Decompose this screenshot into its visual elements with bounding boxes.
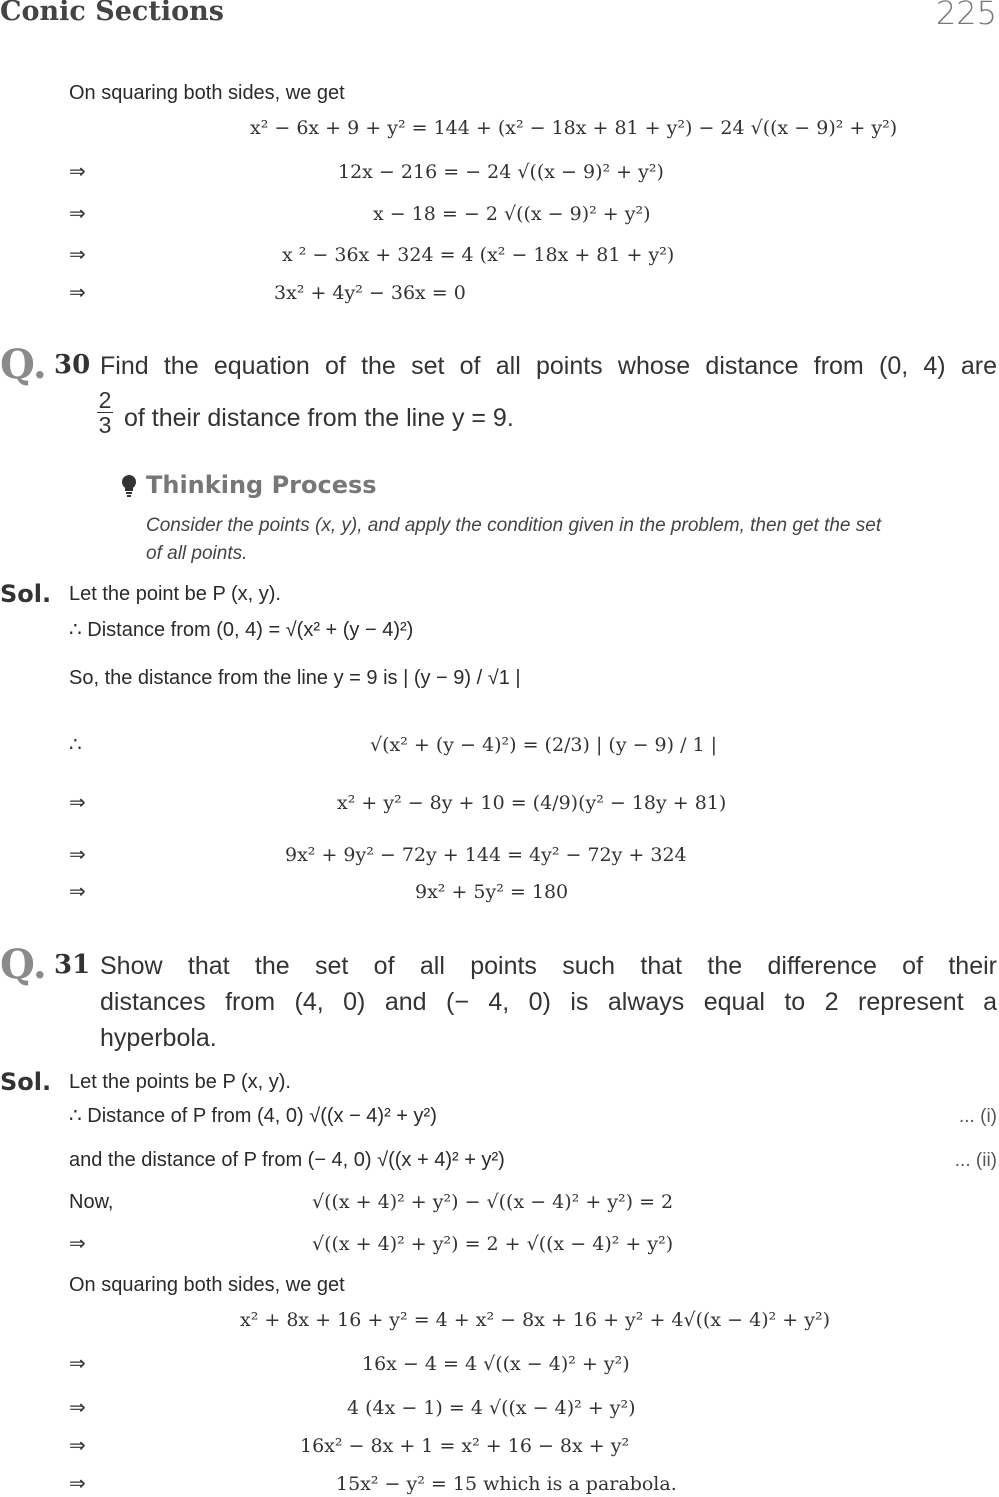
intro-text: On squaring both sides, we get [69, 1274, 345, 1296]
implies-symbol: ⇒ [69, 1397, 86, 1419]
solution-text: So, the distance from the line y = 9 is | (y − 9) / √1 | [69, 667, 521, 689]
equation: 9x² + 9y² − 72y + 144 = 4y² − 72y + 324 [285, 844, 687, 866]
question-text: Find the equation of the set of all points whose distance from (0, 4) are [100, 352, 997, 380]
question-text: of their distance from the line y = 9. [124, 404, 514, 432]
equation: x² − 6x + 9 + y² = 144 + (x² − 18x + 81 + y²) − 24 √((x − 9)² + y²) [250, 117, 898, 139]
implies-symbol: ⇒ [69, 1473, 86, 1495]
question-text: hyperbola. [100, 1024, 217, 1052]
question-text: distances from (4, 0) and (− 4, 0) is always equal to 2 represent a [100, 988, 997, 1016]
intro-text: On squaring both sides, we get [69, 82, 345, 104]
equation: √((x + 4)² + y²) − √((x − 4)² + y²) = 2 [312, 1191, 674, 1213]
solution-label: Sol. [0, 1068, 52, 1096]
now-label: Now, [69, 1191, 114, 1213]
page-number: 225 [935, 0, 997, 32]
implies-symbol: ⇒ [69, 203, 86, 225]
equation: 4 (4x − 1) = 4 √((x − 4)² + y²) [347, 1397, 636, 1419]
implies-symbol: ⇒ [69, 282, 86, 304]
equation: x ² − 36x + 324 = 4 (x² − 18x + 81 + y²) [282, 244, 675, 266]
thinking-process-title: Thinking Process [146, 471, 377, 499]
fraction [97, 388, 113, 437]
implies-symbol: ⇒ [69, 1353, 86, 1375]
question-text: Show that the set of all points such that the difference of their [100, 952, 997, 980]
fraction-denominator: 3 [98, 412, 112, 438]
solution-label: Sol. [0, 580, 52, 608]
equation: √(x² + (y − 4)²) = (2/3) | (y − 9) / 1 | [370, 734, 718, 756]
thinking-process-text: of all points. [146, 543, 248, 564]
solution-text: ∴ Distance of P from (4, 0) √((x − 4)² + y²) [69, 1105, 437, 1127]
implies-symbol: ⇒ [69, 1435, 86, 1457]
fraction-numerator: 2 [98, 387, 112, 413]
implies-symbol: ⇒ [69, 844, 86, 866]
equation: x − 18 = − 2 √((x − 9)² + y²) [373, 203, 651, 225]
thinking-process-text: Consider the points (x, y), and apply the condition given in the problem, then get the set [146, 515, 882, 536]
equation: 15x² − y² = 15 which is a parabola. [336, 1473, 677, 1495]
question-number: 31 [54, 950, 91, 980]
question-label: Q. [0, 941, 47, 988]
implies-symbol: ⇒ [69, 1233, 86, 1255]
implies-symbol: ⇒ [69, 161, 86, 183]
equation: √((x + 4)² + y²) = 2 + √((x − 4)² + y²) [312, 1233, 674, 1255]
question-label: Q. [0, 341, 47, 388]
equation: 12x − 216 = − 24 √((x − 9)² + y²) [338, 161, 664, 183]
implies-symbol: ⇒ [69, 244, 86, 266]
chapter-title: Conic Sections [0, 0, 224, 27]
question-number: 30 [54, 350, 91, 380]
solution-text: Let the point be P (x, y). [69, 583, 281, 605]
equation: x² + y² − 8y + 10 = (4/9)(y² − 18y + 81) [337, 792, 727, 814]
equation: 9x² + 5y² = 180 [415, 881, 569, 903]
equation-ref: ... (ii) [954, 1150, 997, 1171]
equation-ref: ... (i) [959, 1106, 997, 1127]
solution-text: and the distance of P from (− 4, 0) √((x + 4)² + y²) [69, 1149, 505, 1171]
solution-text: Let the points be P (x, y). [69, 1071, 291, 1093]
implies-symbol: ⇒ [69, 792, 86, 814]
solution-text: ∴ Distance from (0, 4) = √(x² + (y − 4)²) [69, 619, 414, 641]
equation: 3x² + 4y² − 36x = 0 [274, 282, 466, 304]
equation: 16x − 4 = 4 √((x − 4)² + y²) [362, 1353, 630, 1375]
equation: x² + 8x + 16 + y² = 4 + x² − 8x + 16 + y² + 4√((x − 4)² + y²) [240, 1309, 831, 1331]
equation: 16x² − 8x + 1 = x² + 16 − 8x + y² [300, 1435, 630, 1457]
therefore-symbol: ∴ [69, 734, 82, 756]
implies-symbol: ⇒ [69, 881, 86, 903]
lightbulb-icon [120, 474, 138, 503]
